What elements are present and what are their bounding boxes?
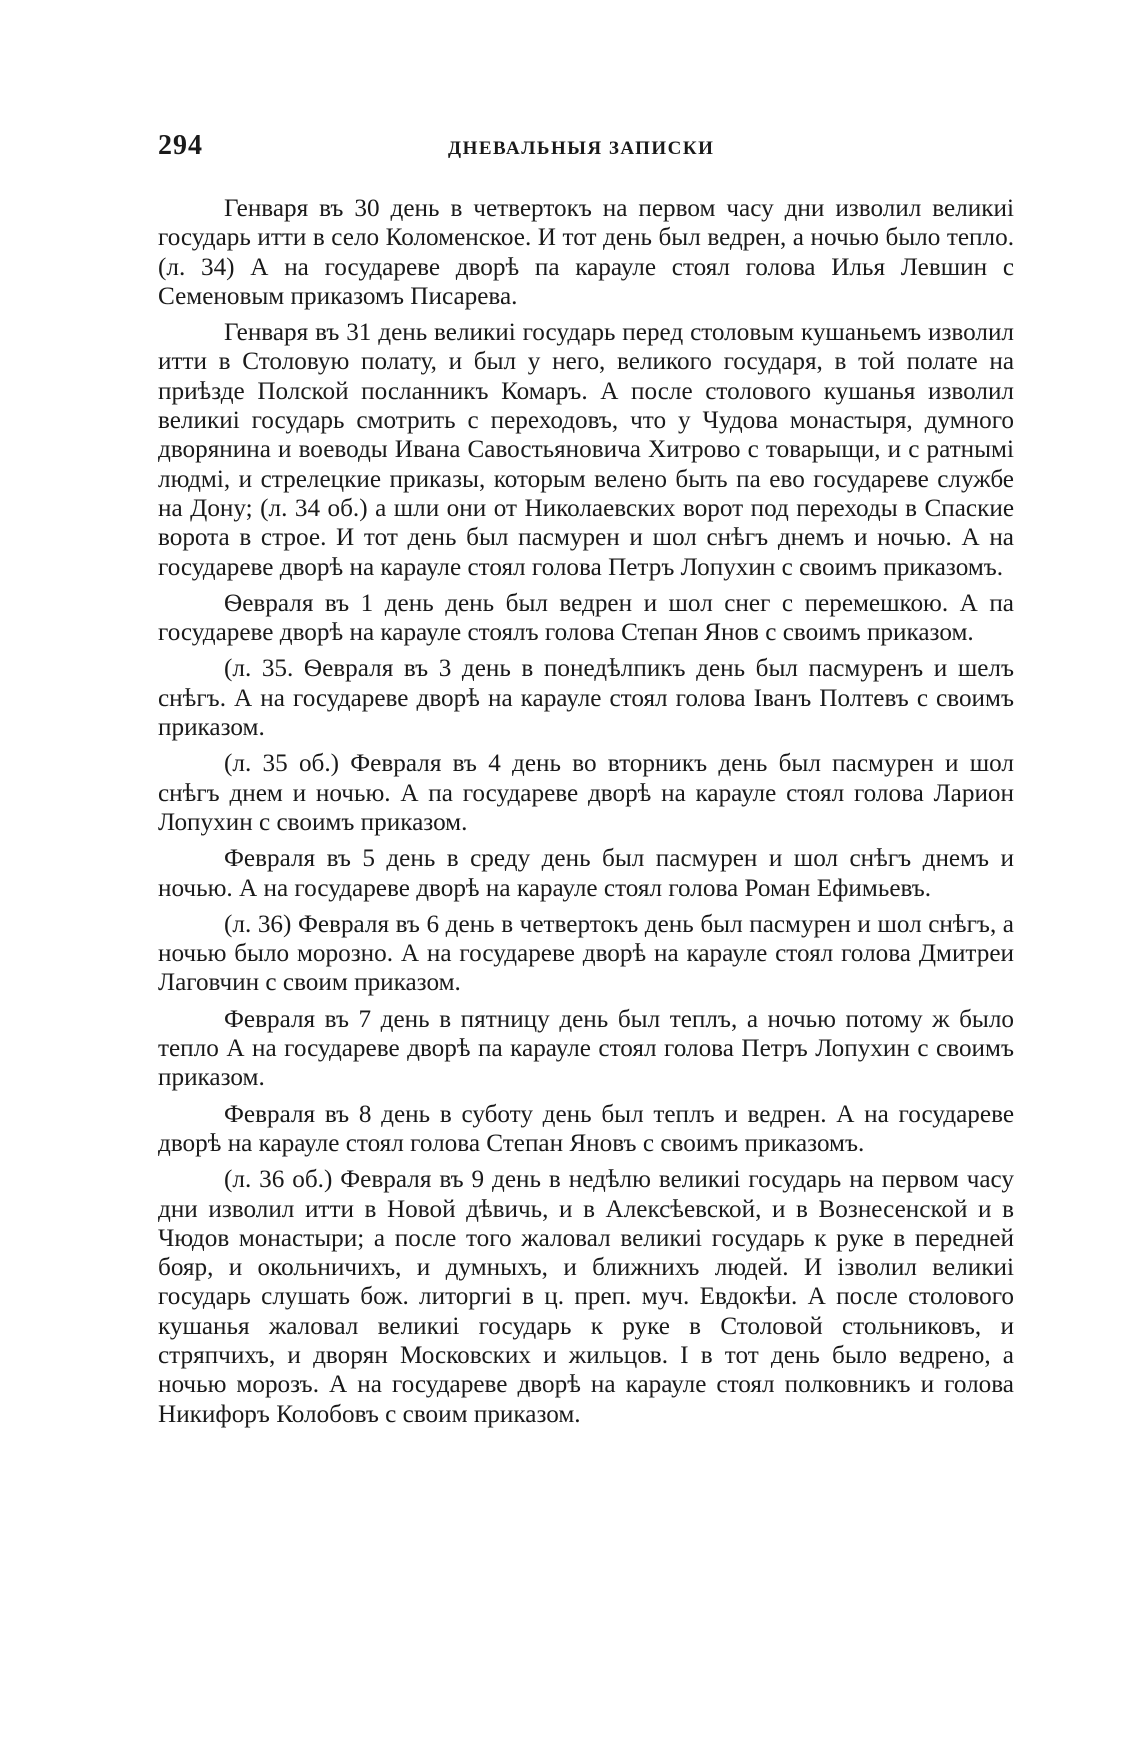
paragraph: (л. 36 об.) Февраля въ 9 день в недѣлю великиі государь на первом часу дни изволил итти в Новой дѣвичь, и в Алексѣевской, и в Вознесенской и в Чюдов монастыри; а после того жаловал великиі государь к руке в передней бояр, и окольничихъ, и думныхъ, и ближнихъ людей. И ізволил великиі государь слушать бож. литоргиі в ц. преп. муч. Евдокѣи. А после столового кушанья жаловал великиі государь к руке в Столовой стольниковъ, и стряпчихъ, и дворян Московских и жильцов. І в тот день было ведрено, а ночью морозъ. А на государеве дворѣ на карауле стоял полковникъ и голова Никифоръ Колобовъ с своим приказом. <box>158 1166 1014 1428</box>
paragraph: Февраля въ 5 день в среду день был пасмурен и шол снѣгъ днемъ и ночью. А на государеве дворѣ на карауле стоял голова Роман Ефимьевъ. <box>158 845 1014 902</box>
paragraph: Февраля въ 8 день в суботу день был теплъ и ведрен. А на государеве дворѣ на карауле стоял голова Степан Яновъ с своимъ приказомъ. <box>158 1100 1014 1157</box>
paragraph: Февраля въ 7 день в пятницу день был теплъ, а ночью потому ж было тепло А на государеве дворѣ па карауле стоял голова Петръ Лопухин с своимъ приказом. <box>158 1005 1014 1092</box>
running-title: ДНЕВАЛЬНЫЯ ЗАПИСКИ <box>448 138 715 159</box>
body-text <box>158 194 1014 1429</box>
paragraph: (л. 35 об.) Февраля въ 4 день во вторникъ день был пасмурен и шол снѣгъ днем и ночью. А па государеве дворѣ на карауле стоял голова Ларион Лопухин с своимъ приказом. <box>158 750 1014 836</box>
paragraph: (л. 36) Февраля въ 6 день в четвертокъ день был пасмурен и шол снѣгъ, а ночью было морозно. А на государеве дворѣ на карауле стоял голова Дмитреи Лаговчин с своим приказом. <box>158 910 1014 997</box>
page-header <box>158 130 1018 170</box>
paragraph: Ѳевраля въ 1 день день был ведрен и шол снег с перемешкою. А па государеве дворѣ на карауле стоялъ голова Степан Янов с своимъ приказом. <box>158 589 1014 647</box>
paragraph: (л. 35. Ѳевраля въ 3 день в понедѣлпикъ день был пасмуренъ и шелъ снѣгъ. А на государеве дворѣ на карауле стоял голова Іванъ Полтевъ с своимъ приказом. <box>158 655 1014 742</box>
page-number: 294 <box>158 130 203 161</box>
paragraph: Генваря въ 31 день великиі государь перед столовым кушаньемъ изволил итти в Столовую полату, и был у него, великого государя, в той полате на приѣзде Полской посланникъ Комаръ. А после столового кушанья изволил великиі государь смотрить с переходовъ, что у Чудова монастыря, думного дворянина и воеводы Ивана Савостьяновича Хитрово с товарыщи, и с ратнымі людмі, и стрелецкие приказы, которым велено быть па ево государеве службе на Дону; (л. 34 об.) а шли они от Николаевских ворот под переходы в Спаские ворота в строе. И тот день был пасмурен и шол снѣгъ днемъ и ночью. А на государеве дворѣ на карауле стоял голова Петръ Лопухин с своимъ приказомъ. <box>158 319 1014 581</box>
paragraph: Генваря въ 30 день в четвертокъ на первом часу дни изволил великиі государь итти в село Коломенское. И тот день был ведрен, а ночью было тепло. (л. 34) А на государеве дворѣ па карауле стоял голова Илья Левшин с Семеновым приказомъ Писарева. <box>158 195 1014 310</box>
